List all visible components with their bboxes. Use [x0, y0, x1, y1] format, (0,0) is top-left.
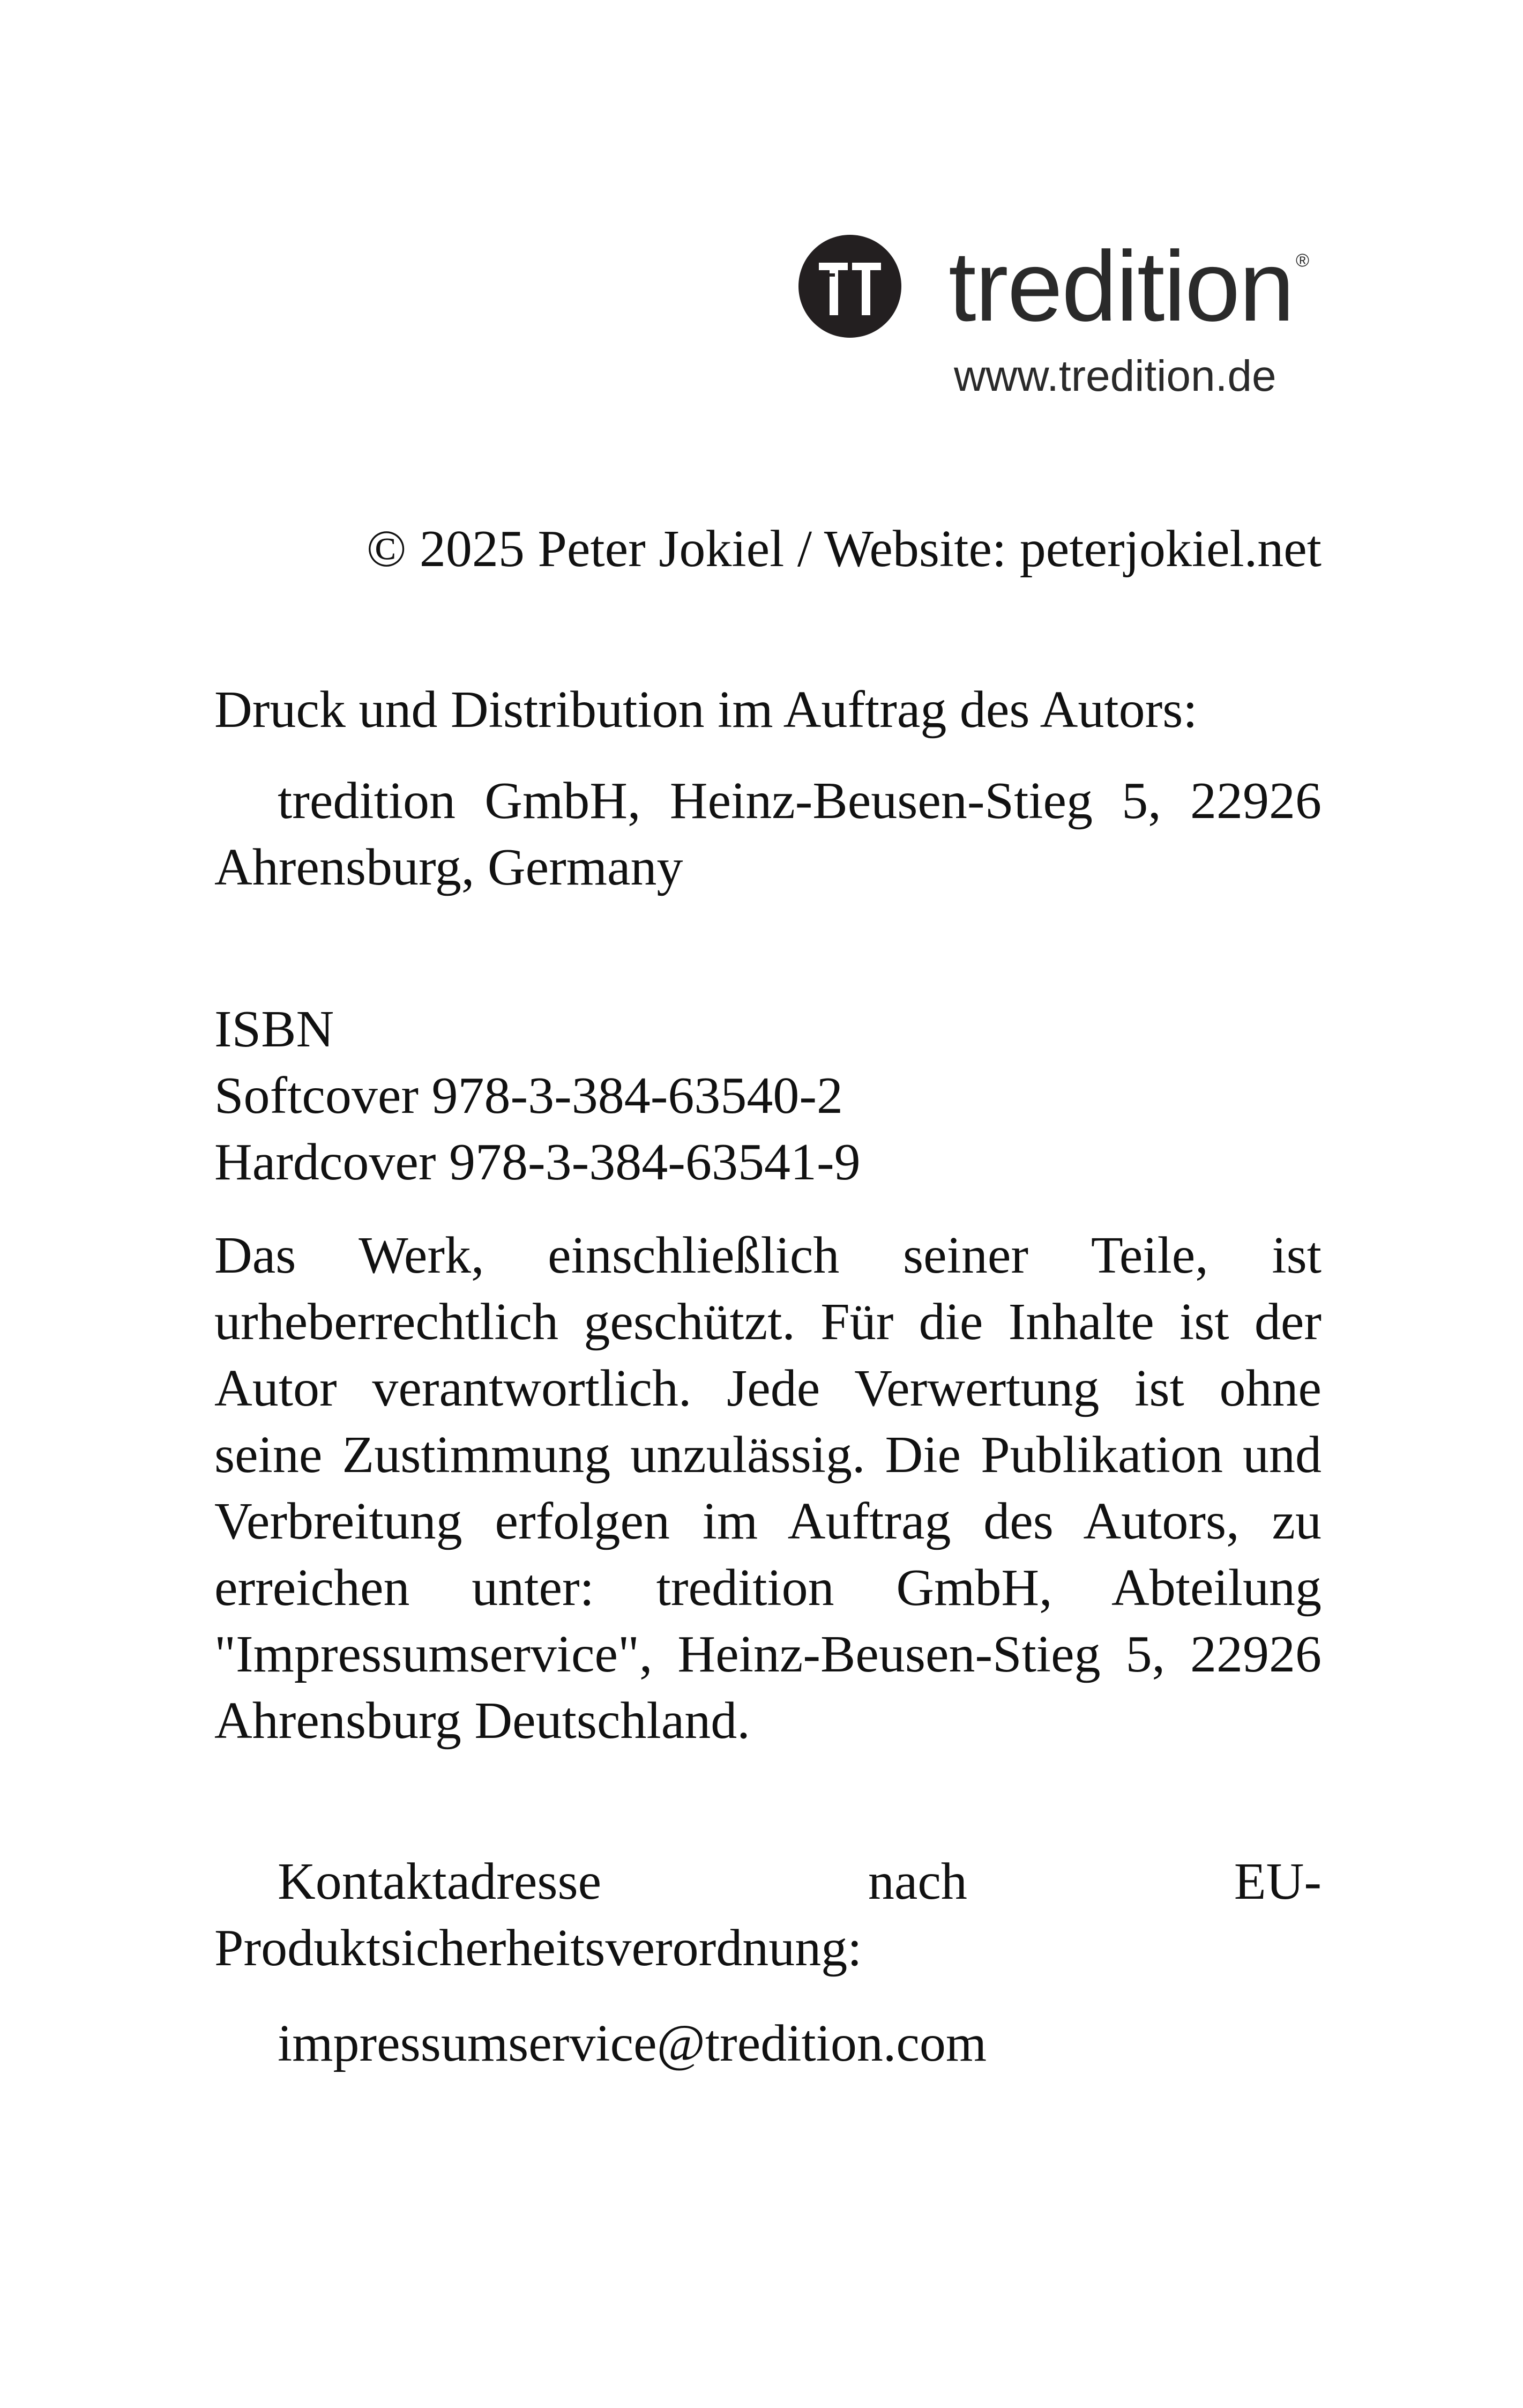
- legal-notice: Das Werk, einschließlich seiner Teile, ist urheberrechtlich geschützt. Für die Inhalte ist der Autor verantwortlich. Jede Verwertung ist ohne seine Zustimmung unzulässig. Die Publikation und Verbreitung erfolgen im Auftrag des Autors, zu erreichen unter: tredition GmbH, Abteilung "Impressumservice", Heinz-Beusen-Stieg 5, 22926 Ahrensburg Deutschland.: [214, 1227, 1322, 1750]
- isbn-label: ISBN: [214, 1000, 334, 1058]
- logo-url: www.tredition.de: [954, 352, 1276, 400]
- isbn-block: [214, 996, 1322, 1195]
- publisher-logo: [798, 225, 1324, 402]
- logo-wordmark: tredition: [949, 231, 1294, 342]
- copyright-line: © 2025 Peter Jokiel / Website: peterjokiel.net: [366, 520, 1322, 578]
- publisher-address: tredition GmbH, Heinz-Beusen-Stieg 5, 22926 Ahrensburg, Germany: [214, 772, 1322, 896]
- registered-symbol: ®: [1296, 250, 1310, 271]
- contact-email: impressumservice@tredition.com: [278, 2015, 987, 2072]
- print-heading: Druck und Distribution im Auftrag des Autors:: [214, 681, 1198, 739]
- isbn-softcover: Softcover 978-3-384-63540-2: [214, 1067, 843, 1125]
- isbn-hardcover: Hardcover 978-3-384-63541-9: [214, 1133, 861, 1191]
- contact-heading: Kontaktadresse nach EU-Produktsicherheitsverordnung:: [214, 1853, 1322, 1977]
- tredition-logo-mark-icon: [798, 235, 901, 338]
